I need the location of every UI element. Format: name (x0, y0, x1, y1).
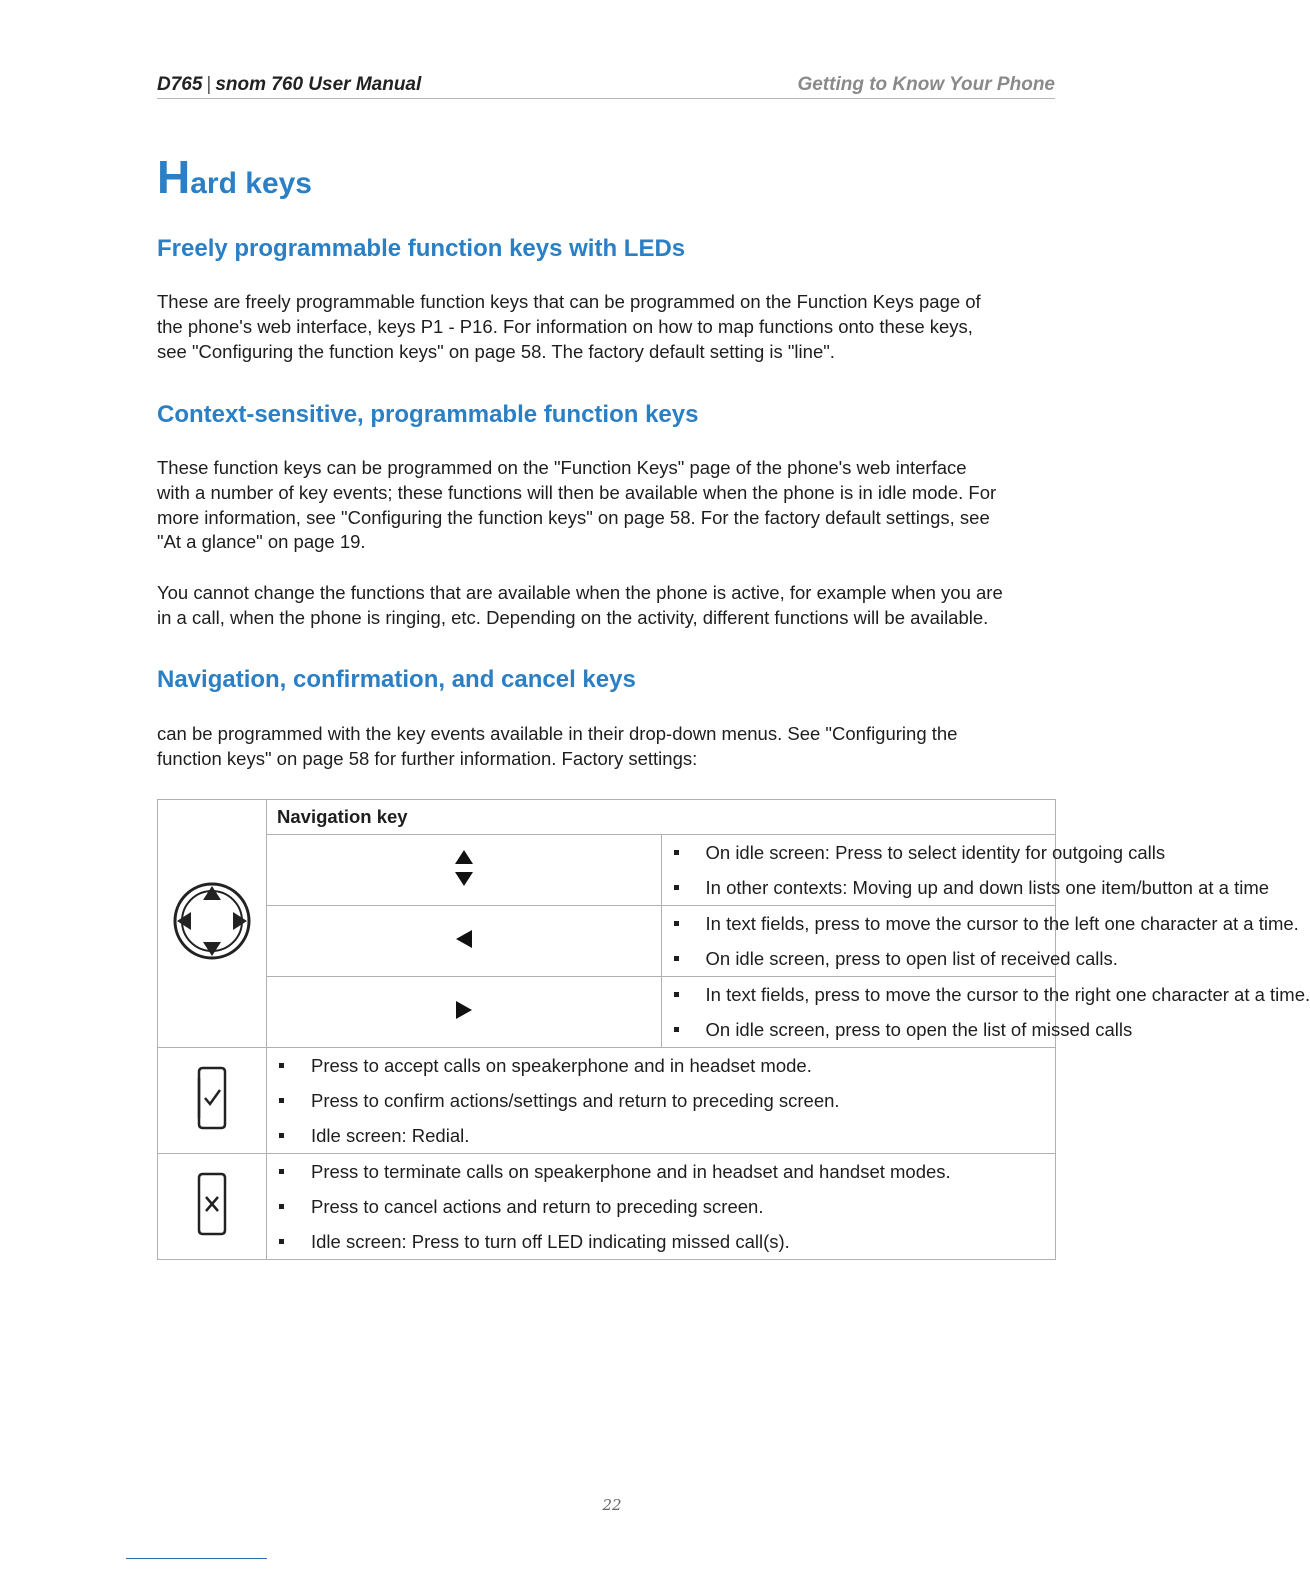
up-down-description (661, 835, 1270, 906)
paragraph-context-sensitive-2 (157, 581, 1057, 631)
text-line: in a call, when the phone is ringing, etc. Depending on the activity, different functions will be available. (157, 606, 989, 628)
header-chapter: Getting to Know Your Phone (797, 74, 1055, 95)
text-line: the phone's web interface, keys P1 - P16. For information on how to map functions onto these keys, (157, 315, 973, 337)
table-row (158, 800, 1056, 835)
navigation-key-icon (171, 880, 253, 962)
table-row (158, 1048, 1056, 1154)
confirm-check-key-icon (195, 1066, 229, 1130)
up-down-arrows-icon (453, 848, 475, 888)
heading-navigation-keys: Navigation, confirmation, and cancel keys (157, 666, 636, 693)
paragraph-navigation-keys (157, 722, 1057, 772)
left-arrow-icon (454, 928, 474, 950)
text-line: more information, see "Configuring the function keys" on page 58. For the factory default settings, see (157, 506, 990, 528)
table-row (158, 1154, 1056, 1260)
running-header (157, 74, 1055, 99)
list-item: Press to cancel actions and return to preceding screen. (267, 1189, 1055, 1224)
header-separator: | (206, 74, 212, 95)
page-title (157, 150, 312, 204)
header-title: snom 760 User Manual (215, 74, 422, 95)
text-line: function keys" on page 58 for further information. Factory settings: (157, 747, 698, 769)
text-line: "At a glance" on page 19. (157, 531, 366, 553)
list-item: Press to accept calls on speakerphone and in headset mode. (267, 1048, 1055, 1083)
right-arrow-icon (454, 999, 474, 1021)
heading-context-sensitive: Context-sensitive, programmable function keys (157, 401, 699, 428)
navigation-key-header: Navigation key (267, 800, 1056, 835)
table-row (158, 835, 1056, 906)
paragraph-freely-programmable (157, 290, 1057, 364)
text-line: can be programmed with the key events available in their drop-down menus. See "Configuring the (157, 723, 958, 744)
list-item: On idle screen: Press to select identity for outgoing calls (662, 835, 1056, 870)
list-item: In text fields, press to move the cursor to the right one character at a time. (662, 977, 1056, 1012)
confirm-key-description (267, 1048, 1056, 1154)
list-item: Press to confirm actions/settings and return to preceding screen. (267, 1083, 1055, 1118)
left-arrow-description (661, 906, 1299, 977)
list-item: Idle screen: Press to turn off LED indicating missed call(s). (267, 1224, 1055, 1259)
page-number: 22 (602, 1496, 622, 1514)
footer-rule (126, 1558, 267, 1559)
page-title-initial: H (157, 151, 191, 203)
page-title-rest: ard keys (190, 167, 312, 200)
heading-freely-programmable: Freely programmable function keys with LEDs (157, 235, 686, 262)
header-manual-title (157, 74, 421, 96)
list-item: On idle screen, press to open list of received calls. (662, 941, 1056, 976)
paragraph-context-sensitive-1 (157, 456, 1057, 555)
list-item: Idle screen: Redial. (267, 1118, 1055, 1153)
left-arrow-cell (267, 906, 662, 977)
text-line: see "Configuring the function keys" on page 58. The factory default setting is "line". (157, 340, 835, 362)
keys-table (157, 799, 1310, 1260)
text-line: These are freely programmable function keys that can be programmed on the Function Keys page of (157, 291, 981, 312)
text-line: with a number of key events; these functions will then be available when the phone is in idle mode. For (157, 481, 997, 503)
right-arrow-cell (267, 977, 662, 1048)
cancel-key-cell (158, 1154, 267, 1260)
up-down-arrow-cell (267, 835, 662, 906)
table-row (158, 977, 1056, 1048)
cancel-key-description (267, 1154, 1056, 1260)
text-line: You cannot change the functions that are available when the phone is active, for example when you are (157, 582, 1003, 603)
confirm-key-cell (158, 1048, 267, 1154)
header-model: D765 (157, 74, 203, 95)
navigation-key-cell (158, 800, 267, 1048)
list-item: On idle screen, press to open the list of missed calls (662, 1012, 1056, 1047)
list-item: Press to terminate calls on speakerphone and in headset and handset modes. (267, 1154, 1055, 1189)
list-item: In other contexts: Moving up and down lists one item/button at a time (662, 870, 1056, 905)
list-item: In text fields, press to move the cursor to the left one character at a time. (662, 906, 1056, 941)
right-arrow-description (661, 977, 1310, 1048)
text-line: These function keys can be programmed on the "Function Keys" page of the phone's web interface (157, 457, 967, 478)
table-row (158, 906, 1056, 977)
cancel-x-key-icon (195, 1172, 229, 1236)
